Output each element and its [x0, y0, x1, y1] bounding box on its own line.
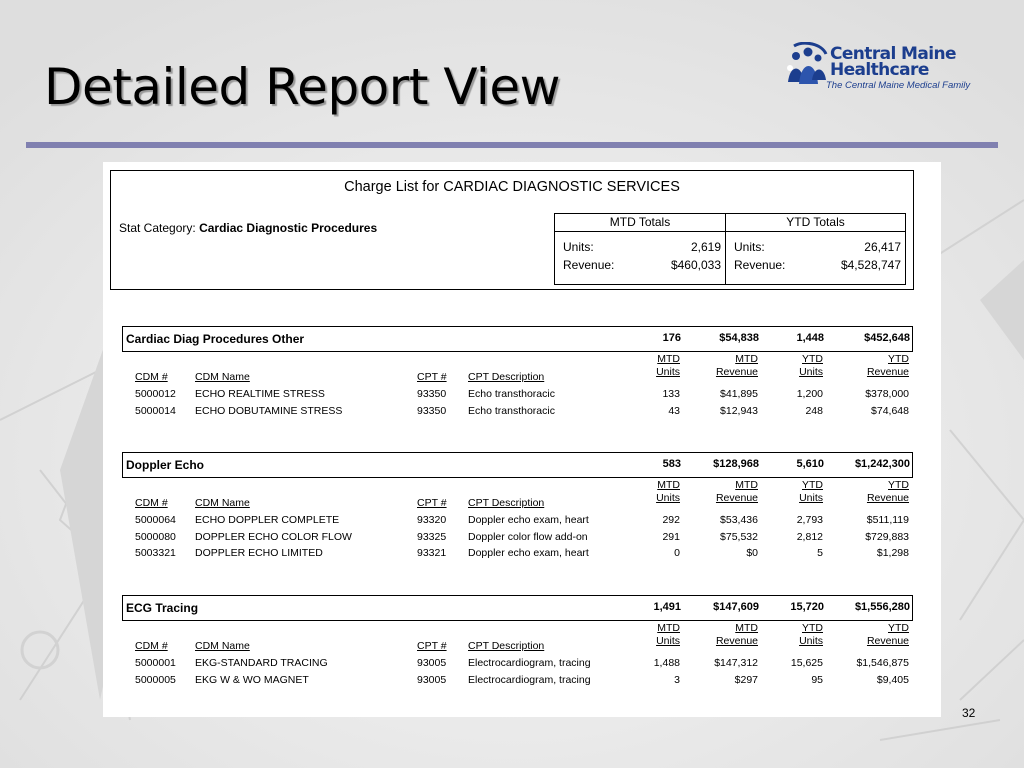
- cdm-number: 5000080: [135, 530, 176, 543]
- cdm-number: 5000001: [135, 657, 176, 669]
- col-header-ytd-rev-top: YTD: [888, 479, 909, 491]
- title-divider: [26, 142, 998, 148]
- ytd-revenue-value: $1,298: [876, 547, 909, 559]
- ytd-totals: [726, 214, 905, 284]
- section-name: ECG Tracing: [126, 601, 199, 615]
- mtd-units-value: 2,619: [690, 240, 721, 254]
- section-name: Cardiac Diag Procedures Other: [126, 332, 305, 346]
- col-header-cpt: CPT #: [417, 640, 447, 652]
- section-total-mtd-revenue: $128,968: [713, 458, 759, 470]
- cpt-description: Echo transthoracic: [468, 404, 555, 417]
- logo-name-line1: Central Maine: [830, 44, 956, 64]
- cdm-name: EKG W & WO MAGNET: [195, 673, 309, 686]
- ytd-units-value: 2,793: [796, 514, 823, 526]
- col-header-cpt-description: CPT Description: [468, 640, 545, 652]
- cdm-number: 5000064: [135, 514, 176, 526]
- cdm-name: DOPPLER ECHO COLOR FLOW: [195, 530, 352, 543]
- slide-title: Detailed Report View: [44, 58, 560, 116]
- cdm-name: EKG-STANDARD TRACING: [195, 657, 328, 669]
- ytd-units-label: Units:: [734, 240, 765, 254]
- ytd-revenue-value: $729,883: [865, 530, 909, 543]
- col-header-cdm: CDM #: [135, 371, 168, 383]
- cdm-number: 5000014: [135, 404, 176, 417]
- ytd-revenue-label: Revenue:: [734, 258, 786, 272]
- cdm-name: ECHO DOPPLER COMPLETE: [195, 514, 340, 526]
- col-header-ytd-rev-bottom: Revenue: [866, 492, 909, 504]
- mtd-units-value: 1,488: [653, 657, 680, 669]
- col-header-ytd-units-bottom: Units: [799, 635, 823, 647]
- ytd-units-line: [734, 240, 901, 254]
- cpt-number: 93320: [417, 514, 447, 526]
- table-row: [103, 514, 941, 530]
- col-header-ytd-units-top: YTD: [802, 622, 823, 634]
- col-header-cpt: CPT #: [417, 371, 447, 383]
- col-header-mtd-rev-top: MTD: [735, 479, 758, 491]
- cpt-description: Doppler echo exam, heart: [468, 514, 589, 526]
- col-header-cdm-name: CDM Name: [195, 640, 250, 652]
- section-total-ytd-units: 1,448: [796, 332, 824, 344]
- section-total-mtd-revenue: $54,838: [719, 332, 759, 344]
- section-summary-bar: [122, 452, 913, 478]
- col-header-ytd-units-bottom: Units: [799, 366, 823, 378]
- section-total-mtd-revenue: $147,609: [713, 601, 759, 613]
- col-header-ytd-units-bottom: Units: [799, 492, 823, 504]
- mtd-revenue-value: $12,943: [720, 404, 758, 417]
- cdm-name: ECHO DOBUTAMINE STRESS: [195, 404, 343, 417]
- totals-box: [554, 213, 906, 285]
- mtd-totals: [555, 214, 726, 284]
- ytd-revenue-value: $4,528,747: [840, 258, 901, 272]
- table-row: [103, 674, 941, 690]
- col-header-mtd-units-top: MTD: [657, 353, 680, 365]
- report-title: Charge List for CARDIAC DIAGNOSTIC SERVICES: [344, 179, 680, 195]
- col-header-mtd-rev-bottom: Revenue: [715, 635, 758, 647]
- charge-list-report: [103, 162, 941, 717]
- col-header-cdm: CDM #: [135, 640, 168, 652]
- ytd-revenue-value: $74,648: [871, 404, 909, 417]
- cpt-description: Echo transthoracic: [468, 388, 555, 400]
- col-header-cpt-description: CPT Description: [468, 371, 545, 383]
- stat-category-label: Stat Category:: [119, 221, 196, 235]
- mtd-revenue-value: $0: [746, 547, 758, 559]
- col-header-mtd-units-top: MTD: [657, 622, 680, 634]
- cpt-description: Doppler color flow add-on: [468, 530, 588, 543]
- col-header-mtd-units-bottom: Units: [656, 635, 680, 647]
- mtd-units-value: 0: [674, 547, 680, 559]
- col-header-cdm-name: CDM Name: [195, 497, 250, 509]
- col-header-ytd-units-top: YTD: [802, 353, 823, 365]
- col-header-ytd-rev-top: YTD: [888, 622, 909, 634]
- ytd-revenue-value: $9,405: [876, 673, 909, 686]
- col-header-cpt-description: CPT Description: [468, 497, 545, 509]
- company-logo: [784, 40, 994, 94]
- cpt-description: Electrocardiogram, tracing: [468, 657, 591, 669]
- mtd-revenue-value: $460,033: [670, 258, 721, 272]
- col-header-mtd-units-bottom: Units: [656, 492, 680, 504]
- cpt-description: Electrocardiogram, tracing: [468, 673, 591, 686]
- table-row: [103, 547, 941, 563]
- cdm-number: 5003321: [135, 547, 176, 559]
- ytd-units-value: 95: [811, 673, 823, 686]
- mtd-revenue-label: Revenue:: [563, 258, 615, 272]
- mtd-units-value: 3: [674, 673, 680, 686]
- col-header-cpt: CPT #: [417, 497, 447, 509]
- table-row: [103, 405, 941, 421]
- col-header-mtd-rev-bottom: Revenue: [715, 366, 758, 378]
- mtd-revenue-line: [563, 258, 721, 272]
- ytd-revenue-line: [734, 258, 901, 272]
- cdm-number: 5000012: [135, 388, 176, 400]
- col-header-ytd-rev-top: YTD: [888, 353, 909, 365]
- section-total-ytd-units: 15,720: [790, 601, 824, 613]
- section-total-ytd-units: 5,610: [796, 458, 824, 470]
- stat-category-value: Cardiac Diagnostic Procedures: [199, 221, 378, 235]
- cdm-number: 5000005: [135, 673, 176, 686]
- ytd-units-value: 248: [805, 404, 823, 417]
- section-summary-bar: [122, 326, 913, 352]
- page-number: 32: [962, 706, 976, 720]
- section-total-ytd-revenue: $452,648: [864, 332, 910, 344]
- mtd-units-label: Units:: [563, 240, 594, 254]
- cpt-number: 93325: [417, 530, 447, 543]
- col-header-mtd-rev-top: MTD: [735, 622, 758, 634]
- col-header-ytd-units-top: YTD: [802, 479, 823, 491]
- table-row: [103, 388, 941, 404]
- col-header-mtd-units-bottom: Units: [656, 366, 680, 378]
- mtd-totals-header: MTD Totals: [555, 214, 725, 232]
- cpt-description: Doppler echo exam, heart: [468, 547, 589, 559]
- cpt-number: 93350: [417, 388, 447, 400]
- section-total-mtd-units: 176: [662, 332, 681, 344]
- report-header-box: [110, 170, 914, 290]
- cpt-number: 93005: [417, 673, 447, 686]
- section-total-mtd-units: 1,491: [653, 601, 681, 613]
- mtd-revenue-value: $75,532: [720, 530, 758, 543]
- col-header-cdm: CDM #: [135, 497, 168, 509]
- stat-category: [119, 221, 377, 235]
- ytd-revenue-value: $1,546,875: [856, 657, 909, 669]
- ytd-units-value: 1,200: [796, 388, 823, 400]
- ytd-totals-header: YTD Totals: [726, 214, 905, 232]
- cdm-name: DOPPLER ECHO LIMITED: [195, 547, 323, 559]
- table-row: [103, 657, 941, 673]
- ytd-units-value: 15,625: [790, 657, 823, 669]
- col-header-mtd-rev-top: MTD: [735, 353, 758, 365]
- family-icon: [784, 42, 828, 90]
- mtd-revenue-value: $147,312: [714, 657, 758, 669]
- section-name: Doppler Echo: [126, 458, 205, 472]
- logo-tagline: The Central Maine Medical Family: [826, 80, 971, 91]
- mtd-units-value: 291: [662, 530, 680, 543]
- cpt-number: 93321: [417, 547, 447, 559]
- cdm-name: ECHO REALTIME STRESS: [195, 388, 325, 400]
- mtd-units-value: 43: [668, 404, 680, 417]
- logo-name-line2: Healthcare: [830, 60, 929, 80]
- mtd-revenue-value: $41,895: [720, 388, 758, 400]
- mtd-revenue-value: $297: [734, 673, 758, 686]
- section-total-ytd-revenue: $1,242,300: [854, 458, 910, 470]
- ytd-units-value: 2,812: [796, 530, 823, 543]
- cpt-number: 93005: [417, 657, 447, 669]
- table-row: [103, 531, 941, 547]
- ytd-revenue-value: $378,000: [865, 388, 909, 400]
- col-header-cdm-name: CDM Name: [195, 371, 250, 383]
- col-header-ytd-rev-bottom: Revenue: [866, 635, 909, 647]
- ytd-units-value: 26,417: [864, 240, 901, 254]
- col-header-mtd-units-top: MTD: [657, 479, 680, 491]
- ytd-revenue-value: $511,119: [866, 514, 909, 526]
- mtd-units-value: 292: [662, 514, 680, 526]
- col-header-ytd-rev-bottom: Revenue: [866, 366, 909, 378]
- mtd-units-value: 133: [662, 388, 680, 400]
- section-summary-bar: [122, 595, 913, 621]
- mtd-units-line: [563, 240, 721, 254]
- col-header-mtd-rev-bottom: Revenue: [715, 492, 758, 504]
- section-total-ytd-revenue: $1,556,280: [854, 601, 910, 613]
- ytd-units-value: 5: [817, 547, 823, 559]
- cpt-number: 93350: [417, 404, 447, 417]
- mtd-revenue-value: $53,436: [720, 514, 758, 526]
- section-total-mtd-units: 583: [662, 458, 681, 470]
